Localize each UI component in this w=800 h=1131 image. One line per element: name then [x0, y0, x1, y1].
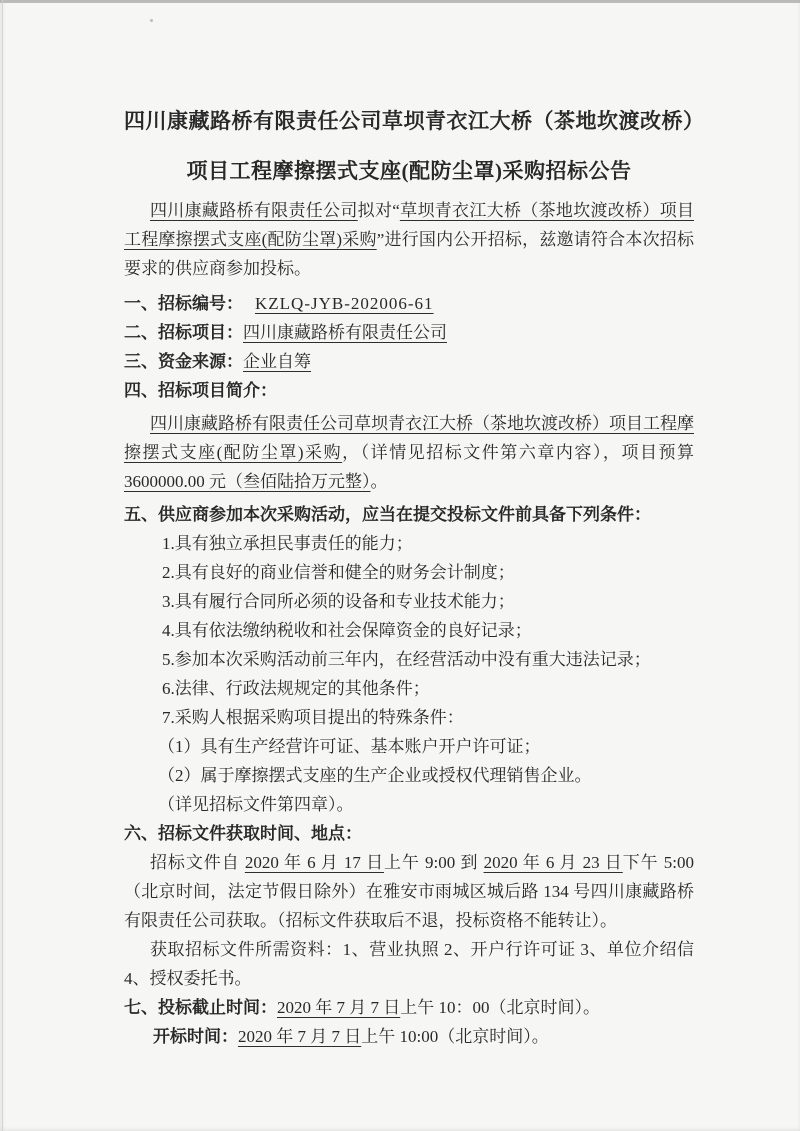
condition-note: （详见招标文件第四章）。 [158, 795, 354, 814]
project-brief-heading: 四、招标项目简介： [124, 381, 277, 400]
supplier-conditions-heading: 五、供应商参加本次采购活动，应当在提交投标文件前具备下列条件： [124, 505, 651, 524]
tender-number-row [124, 289, 694, 318]
condition-item-6: 6.法律、行政法规规定的其他条件； [162, 679, 430, 698]
doc-acquisition-date-from: 2020 年 6 月 17 日 [244, 853, 385, 872]
doc-acquisition-paragraph [124, 848, 694, 935]
condition-item-7: 7.采购人根据采购项目提出的特殊条件： [162, 708, 464, 727]
bid-deadline-time: 上午 10：00（北京时间）。 [400, 998, 600, 1017]
project-brief-text: ，（详情见招标文件第六章内容），项目预算 [342, 443, 695, 462]
funding-source-row [124, 347, 694, 376]
bid-deadline-date: 2020 年 7 月 7 日 [277, 998, 401, 1017]
intro-text-rest: ”进行国内公开招标，兹邀请符合本次招标要求的供应商参加投标。 [124, 230, 695, 278]
scan-left-edge-artifact [2, 0, 3, 1131]
doc-acquisition-text-mid: 上午 9:00 到 [384, 853, 484, 872]
project-brief-end: 。 [370, 472, 388, 491]
special-condition-item-1: （1）具有生产经营许可证、基本账户开户许可证； [158, 737, 541, 756]
doc-acquisition-date-to: 2020 年 6 月 23 日 [483, 853, 623, 872]
condition-item-4: 4.具有依法缴纳税收和社会保障资金的良好记录； [162, 621, 532, 640]
document-title [124, 0, 705, 196]
bid-deadline-label: 七、投标截止时间： [124, 998, 277, 1017]
required-materials-paragraph: 获取招标文件所需资料：1、营业执照 2、开户行许可证 3、单位介绍信 4、授权委托书。 [124, 940, 694, 988]
purchaser-name: 四川康藏路桥有限责任公司 [150, 201, 358, 220]
tender-number-value: KZLQ-JYB-202006-61 [255, 294, 434, 313]
bid-opening-label: 开标时间： [153, 1027, 238, 1046]
condition-item-2: 2.具有良好的商业信誉和健全的财务会计制度； [162, 563, 515, 582]
project-brief-paragraph [124, 409, 694, 496]
document-content [124, 0, 705, 1051]
doc-acquisition-text-start: 招标文件自 [150, 853, 245, 872]
bid-deadline-row [124, 993, 694, 1022]
funding-source-value: 企业自筹 [243, 352, 311, 371]
tender-number-label: 一、招标编号： [124, 294, 243, 313]
document-title-line2: 项目工程摩擦摆式支座(配防尘罩)采购招标公告 [186, 159, 632, 183]
intro-text: 拟对“ [357, 201, 400, 220]
condition-item-3: 3.具有履行合同所必须的设备和专业技术能力； [162, 592, 515, 611]
condition-item-5: 5.参加本次采购活动前三年内，在经营活动中没有重大违法记录； [162, 650, 651, 669]
tender-project-label: 二、招标项目： [124, 323, 243, 342]
tender-project-value: 四川康藏路桥有限责任公司 [243, 323, 447, 342]
document-title-line1: 四川康藏路桥有限责任公司草坝青衣江大桥（茶地坎渡改桥） [124, 109, 705, 133]
project-budget-amount: 3600000.00 元（叁佰陆拾万元整） [124, 472, 371, 491]
tender-project-row [124, 318, 694, 347]
project-brief-project-name: 四川康藏路桥有限责任公司草坝青衣江大桥（茶地坎渡改桥）项目工程摩擦摆式支座(配防尘罩)采购 [124, 414, 694, 462]
intro-paragraph [124, 196, 694, 283]
funding-source-label: 三、资金来源： [124, 352, 243, 371]
bid-opening-time: 上午 10:00（北京时间）。 [361, 1027, 549, 1046]
special-condition-item-2: （2）属于摩擦摆式支座的生产企业或授权代理销售企业。 [158, 766, 592, 785]
doc-acquisition-heading: 六、招标文件获取时间、地点： [124, 824, 362, 843]
condition-item-1: 1.具有独立承担民事责任的能力； [162, 534, 413, 553]
doc-acquisition-text-rest: 下午 5:00（北京时间，法定节假日除外）在雅安市雨城区城后路 134 号四川康藏路桥有限责任公司获取。（招标文件获取后不退，投标资格不能转让）。 [124, 853, 695, 930]
bid-opening-row [124, 1022, 694, 1051]
intro-project-name: 草坝青衣江大桥（茶地坎渡改桥）项目工程摩擦摆式支座(配防尘罩)采购 [124, 201, 695, 249]
bid-opening-date: 2020 年 7 月 7 日 [238, 1027, 362, 1046]
